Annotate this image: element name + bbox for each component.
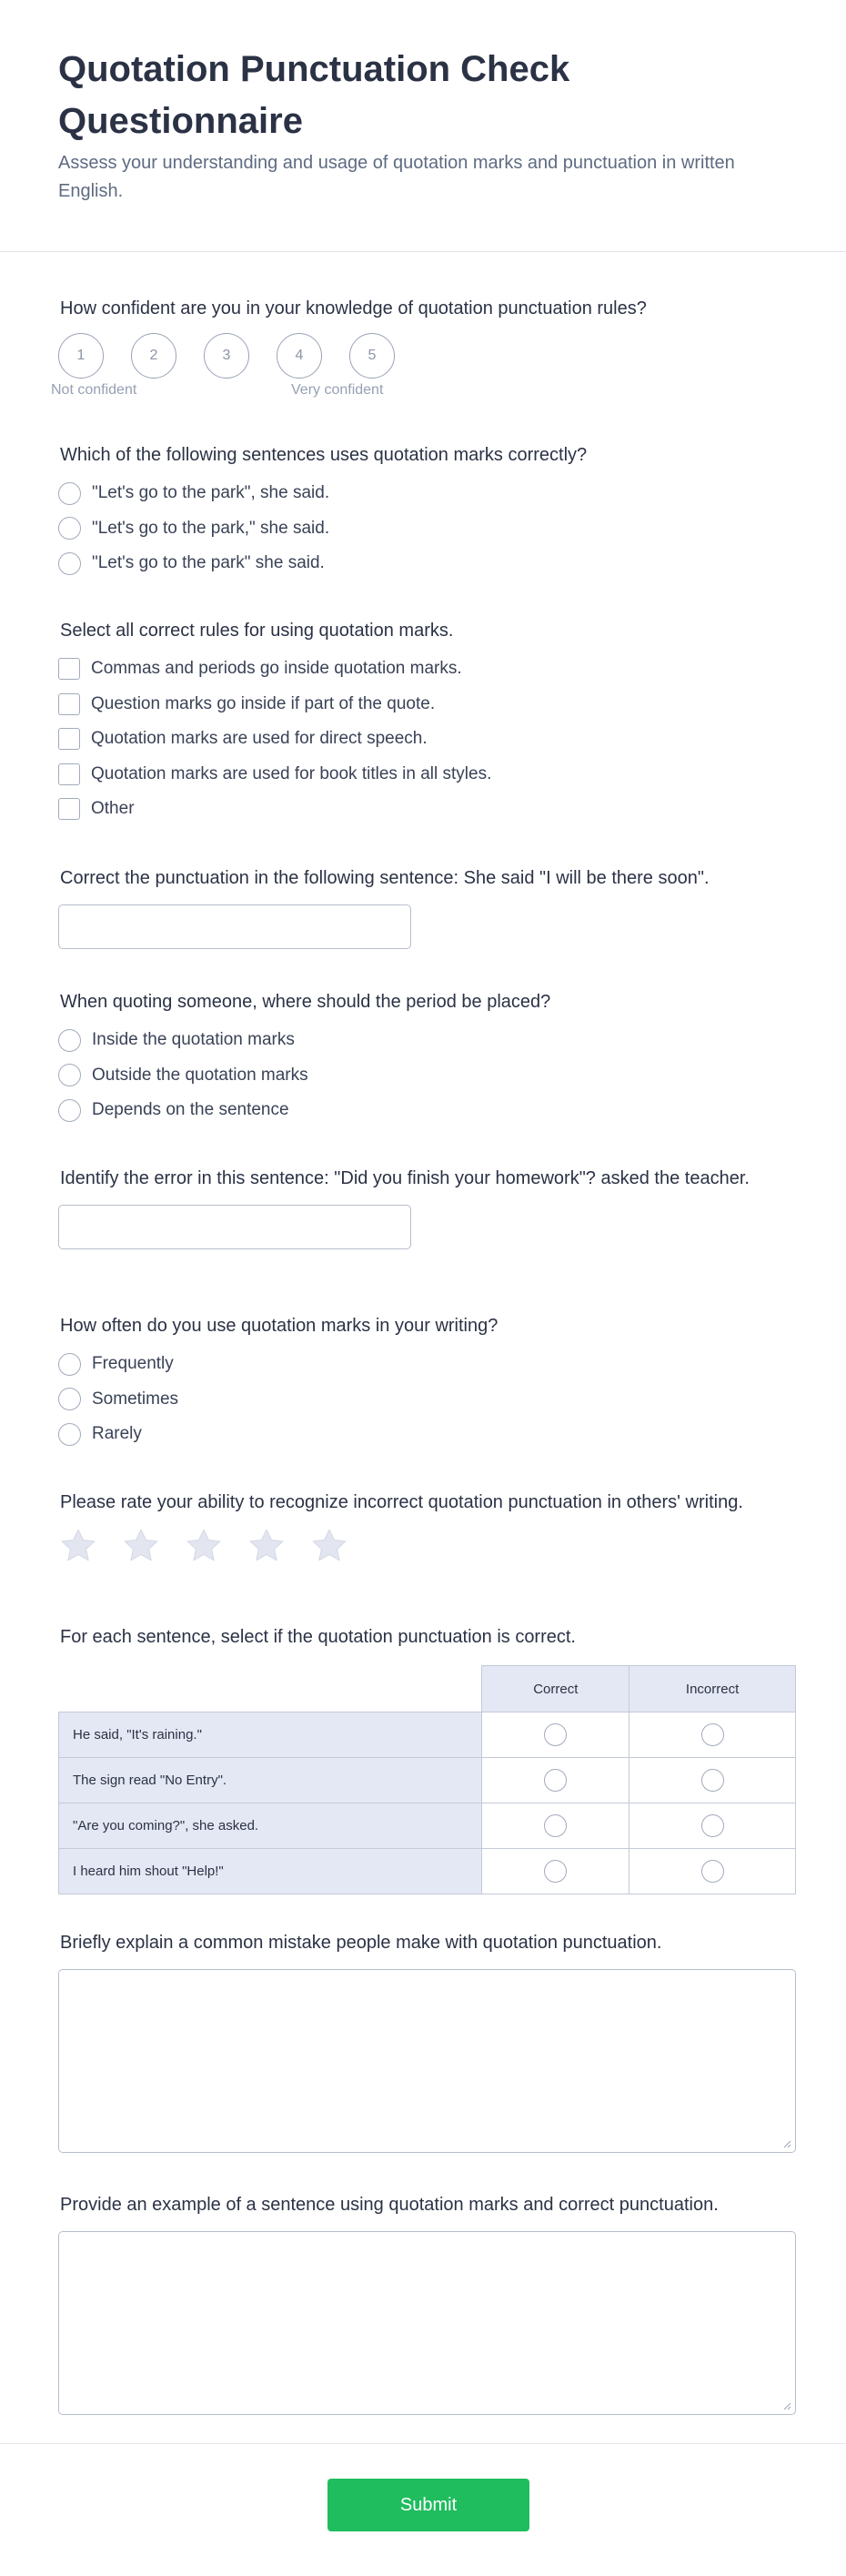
question-label: Briefly explain a common mistake people make with quotation punctuation. [60, 1933, 662, 1953]
option-label: Depends on the sentence [92, 1100, 289, 1120]
radio-option[interactable] [58, 476, 796, 511]
form-title: Quotation Punctuation Check Questionnaire [58, 49, 570, 141]
matrix-row-label: He said, "It's raining." [59, 1712, 482, 1758]
radio-button[interactable] [58, 517, 81, 540]
question-label: Which of the following sentences uses quotation marks correctly? [60, 445, 588, 465]
scale-option-4[interactable]: 4 [277, 333, 322, 379]
question-label: How confident are you in your knowledge of quotation punctuation rules? [60, 298, 647, 318]
question-recognition-rating [58, 1490, 796, 1565]
scale-legend [51, 382, 796, 400]
question-correct-punctuation [58, 866, 796, 949]
matrix-row [59, 1712, 796, 1758]
option-label: Inside the quotation marks [92, 1030, 295, 1050]
radio-button[interactable] [58, 552, 81, 575]
question-correct-sentence [58, 443, 796, 581]
scale-option-5[interactable]: 5 [349, 333, 395, 379]
checkbox[interactable] [58, 798, 80, 820]
matrix-radio-incorrect[interactable] [701, 1769, 724, 1792]
checkbox[interactable] [58, 693, 80, 715]
radio-button[interactable] [58, 1099, 81, 1122]
submit-button[interactable]: Submit [327, 2479, 529, 2531]
radio-button[interactable] [58, 1423, 81, 1446]
question-usage-frequency [58, 1314, 796, 1452]
option-label: Rarely [92, 1424, 142, 1444]
radio-option[interactable] [58, 1058, 796, 1094]
radio-button[interactable] [58, 1029, 81, 1052]
option-label: Commas and periods go inside quotation marks. [91, 659, 462, 679]
question-label: Please rate your ability to recognize incorrect quotation punctuation in others' writing. [60, 1492, 743, 1512]
checkbox-option[interactable] [58, 652, 796, 687]
matrix-row [59, 1758, 796, 1803]
matrix-radio-correct[interactable] [544, 1860, 567, 1883]
checkbox-option[interactable] [58, 687, 796, 722]
matrix-row [59, 1849, 796, 1894]
scale-option-3[interactable]: 3 [204, 333, 249, 379]
star-icon[interactable] [58, 1527, 98, 1565]
radio-button[interactable] [58, 482, 81, 505]
checkbox[interactable] [58, 728, 80, 750]
radio-button[interactable] [58, 1353, 81, 1376]
question-label: Select all correct rules for using quotation marks. [60, 621, 454, 641]
matrix-table [58, 1665, 796, 1894]
checkbox[interactable] [58, 658, 80, 680]
matrix-radio-correct[interactable] [544, 1814, 567, 1837]
resize-handle-icon[interactable] [783, 2140, 791, 2148]
checkbox[interactable] [58, 763, 80, 785]
checkbox-option[interactable] [58, 722, 796, 757]
star-icon[interactable] [184, 1527, 224, 1565]
scale-low-label: Not confident [51, 382, 137, 398]
matrix-radio-incorrect[interactable] [701, 1814, 724, 1837]
question-label: How often do you use quotation marks in your writing? [60, 1316, 499, 1336]
question-matrix [58, 1625, 796, 1894]
option-label: Quotation marks are used for book titles in all styles. [91, 763, 492, 783]
radio-option[interactable] [58, 1417, 796, 1452]
question-label: When quoting someone, where should the period be placed? [60, 992, 551, 1012]
answer-textarea[interactable] [58, 2231, 796, 2415]
radio-button[interactable] [58, 1388, 81, 1410]
radio-option[interactable] [58, 1382, 796, 1418]
question-common-mistake [58, 1931, 796, 2153]
question-label: Provide an example of a sentence using quotation marks and correct punctuation. [60, 2195, 719, 2215]
scale-option-2[interactable]: 2 [131, 333, 176, 379]
option-label: Sometimes [92, 1389, 179, 1409]
option-label: "Let's go to the park", she said. [92, 483, 330, 503]
matrix-radio-incorrect[interactable] [701, 1723, 724, 1746]
matrix-row-label: "Are you coming?", she asked. [59, 1803, 482, 1849]
question-confidence [51, 297, 796, 400]
matrix-row [59, 1803, 796, 1849]
answer-input[interactable] [58, 1205, 411, 1249]
matrix-radio-correct[interactable] [544, 1723, 567, 1746]
matrix-row-label: The sign read "No Entry". [59, 1758, 482, 1803]
radio-option[interactable] [58, 511, 796, 547]
option-label: Outside the quotation marks [92, 1065, 308, 1085]
checkbox-option[interactable] [58, 792, 796, 827]
star-rating [58, 1527, 796, 1565]
star-icon[interactable] [309, 1527, 349, 1565]
matrix-corner [59, 1666, 482, 1712]
question-identify-error [58, 1167, 796, 1249]
radio-button[interactable] [58, 1064, 81, 1086]
option-label: Quotation marks are used for direct speech. [91, 729, 428, 749]
matrix-row-label: I heard him shout "Help!" [59, 1849, 482, 1894]
rating-scale [58, 333, 796, 379]
form-header [0, 0, 846, 252]
option-label: Question marks go inside if part of the quote. [91, 693, 436, 713]
option-label: "Let's go to the park" she said. [92, 553, 325, 573]
option-label: Frequently [92, 1354, 174, 1374]
question-period-placement [58, 990, 796, 1128]
scale-high-label: Very confident [291, 382, 384, 398]
star-icon[interactable] [247, 1527, 287, 1565]
form-subtitle: Assess your understanding and usage of quotation marks and punctuation in written English. [58, 153, 735, 201]
radio-option[interactable] [58, 1347, 796, 1382]
scale-option-1[interactable]: 1 [58, 333, 104, 379]
answer-textarea[interactable] [58, 1969, 796, 2153]
matrix-radio-correct[interactable] [544, 1769, 567, 1792]
checkbox-option[interactable] [58, 757, 796, 793]
question-label: Identify the error in this sentence: "Did you finish your homework"? asked the teacher. [60, 1168, 750, 1188]
matrix-column-header: Correct [482, 1666, 629, 1712]
form-footer [0, 2443, 846, 2576]
star-icon[interactable] [121, 1527, 161, 1565]
matrix-radio-incorrect[interactable] [701, 1860, 724, 1883]
radio-option[interactable] [58, 1093, 796, 1128]
option-label: "Let's go to the park," she said. [92, 518, 330, 538]
question-label: For each sentence, select if the quotation punctuation is correct. [60, 1627, 576, 1647]
question-label: Correct the punctuation in the following sentence: She said "I will be there soon". [60, 868, 710, 888]
radio-option[interactable] [58, 546, 796, 581]
radio-option[interactable] [58, 1023, 796, 1058]
answer-input[interactable] [58, 904, 411, 949]
matrix-column-header: Incorrect [629, 1666, 796, 1712]
option-label: Other [91, 799, 135, 819]
question-correct-rules [58, 619, 796, 827]
question-example-sentence [58, 2193, 796, 2415]
resize-handle-icon[interactable] [783, 2402, 791, 2410]
